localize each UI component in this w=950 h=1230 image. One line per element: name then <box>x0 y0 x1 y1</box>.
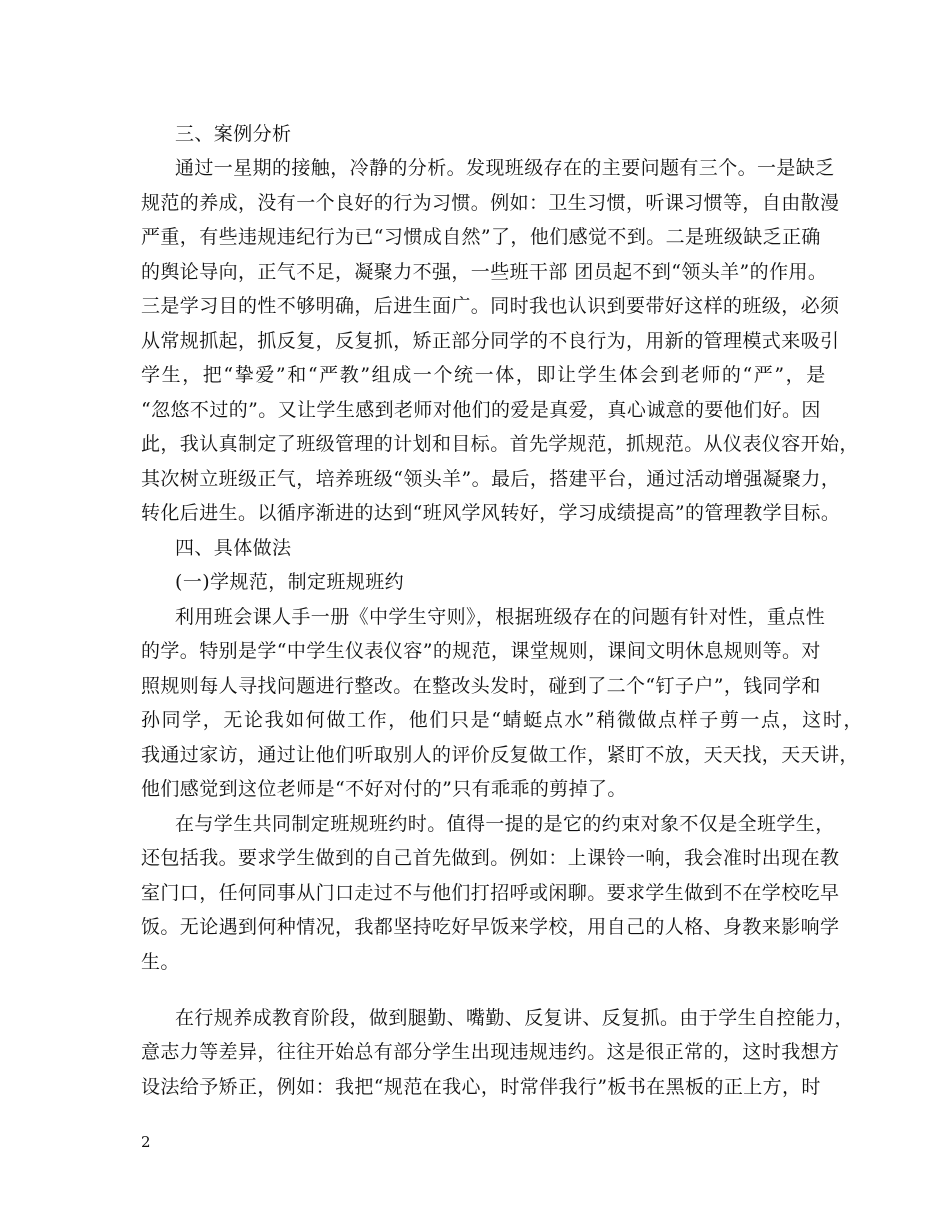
text-line: 的舆论导向，正气不足，凝聚力不强，一些班干部 团员起不到“领头羊”的作用。 <box>141 261 828 283</box>
text-line: 意志力等差异，往往开始总有部分学生出现违规违约。这是很正常的，这时我想方 <box>141 1041 840 1063</box>
text-line: 我通过家访，通过让他们听取别人的评价反复做工作，紧盯不放，天天找，天天讲， <box>141 744 859 766</box>
text-line: “忽悠不过的”。又让学生感到老师对他们的爱是真爱，真心诚意的要他们好。因 <box>141 399 821 421</box>
text-line: 从常规抓起，抓反复，反复抓，矫正部分同学的不良行为，用新的管理模式来吸引 <box>141 330 840 352</box>
subheading-rules: (一)学规范，制定班规班约 <box>175 571 405 593</box>
heading-specific-methods: 四、具体做法 <box>175 537 292 559</box>
text-line: 规范的养成，没有一个良好的行为习惯。例如：卫生习惯，听课习惯等，自由散漫 <box>141 192 840 214</box>
text-line: 此，我认真制定了班级管理的计划和目标。首先学规范，抓规范。从仪表仪容开始， <box>141 433 859 455</box>
text-line: 设法给予矫正，例如：我把“规范在我心，时常伴我行”板书在黑板的正上方，时 <box>141 1076 821 1098</box>
text-line: 孙同学，无论我如何做工作，他们只是“蜻蜓点水”稍微做点样子剪一点，这时， <box>141 709 865 731</box>
text-line: 生。 <box>141 951 180 973</box>
text-line: 还包括我。要求学生做到的自己首先做到。例如：上课铃一响，我会准时出现在教 <box>141 847 840 869</box>
text-line: 三是学习目的性不够明确，后进生面广。同时我也认识到要带好这样的班级，必须 <box>141 295 840 317</box>
text-line: 在行规养成教育阶段，做到腿勤、嘴勤、反复讲、反复抓。由于学生自控能力， <box>175 1007 855 1029</box>
text-line: 他们感觉到这位老师是“不好对付的”只有乖乖的剪掉了。 <box>141 778 627 800</box>
text-line: 学生，把“挚爱”和“严教”组成一个统一体，即让学生体会到老师的“严”，是 <box>141 364 827 386</box>
text-line: 饭。无论遇到何种情况，我都坚持吃好早饭来学校，用自己的人格、身教来影响学 <box>141 916 840 938</box>
text-line: 的学。特别是学“中学生仪表仪容”的规范，课堂规则，课间文明休息规则等。对 <box>141 640 821 662</box>
text-line: 室门口，任何同事从门口走过不与他们打招呼或闲聊。要求学生做到不在学校吃早 <box>141 882 840 904</box>
text-line: 通过一星期的接触，冷静的分析。发现班级存在的主要问题有三个。一是缺乏 <box>175 157 835 179</box>
text-line: 照规则每人寻找问题进行整改。在整改头发时，碰到了二个“钉子户”，钱同学和 <box>141 675 821 697</box>
text-line: 严重，有些违规违纪行为已“习惯成自然”了，他们感觉不到。二是班级缺乏正确 <box>141 226 821 248</box>
text-line: 在与学生共同制定班规班约时。值得一提的是它的约束对象不仅是全班学生， <box>175 813 835 835</box>
text-line: 利用班会课人手一册《中学生守则》，根据班级存在的问题有针对性，重点性 <box>175 606 826 628</box>
page-number: 2 <box>141 1133 151 1151</box>
text-line: 其次树立班级正气，培养班级“领头羊”。最后，搭建平台，通过活动增强凝聚力， <box>141 468 841 490</box>
heading-case-analysis: 三、案例分析 <box>175 123 292 145</box>
text-line: 转化后进生。以循序渐进的达到“班风学风转好，学习成绩提高”的管理教学目标。 <box>141 502 841 524</box>
